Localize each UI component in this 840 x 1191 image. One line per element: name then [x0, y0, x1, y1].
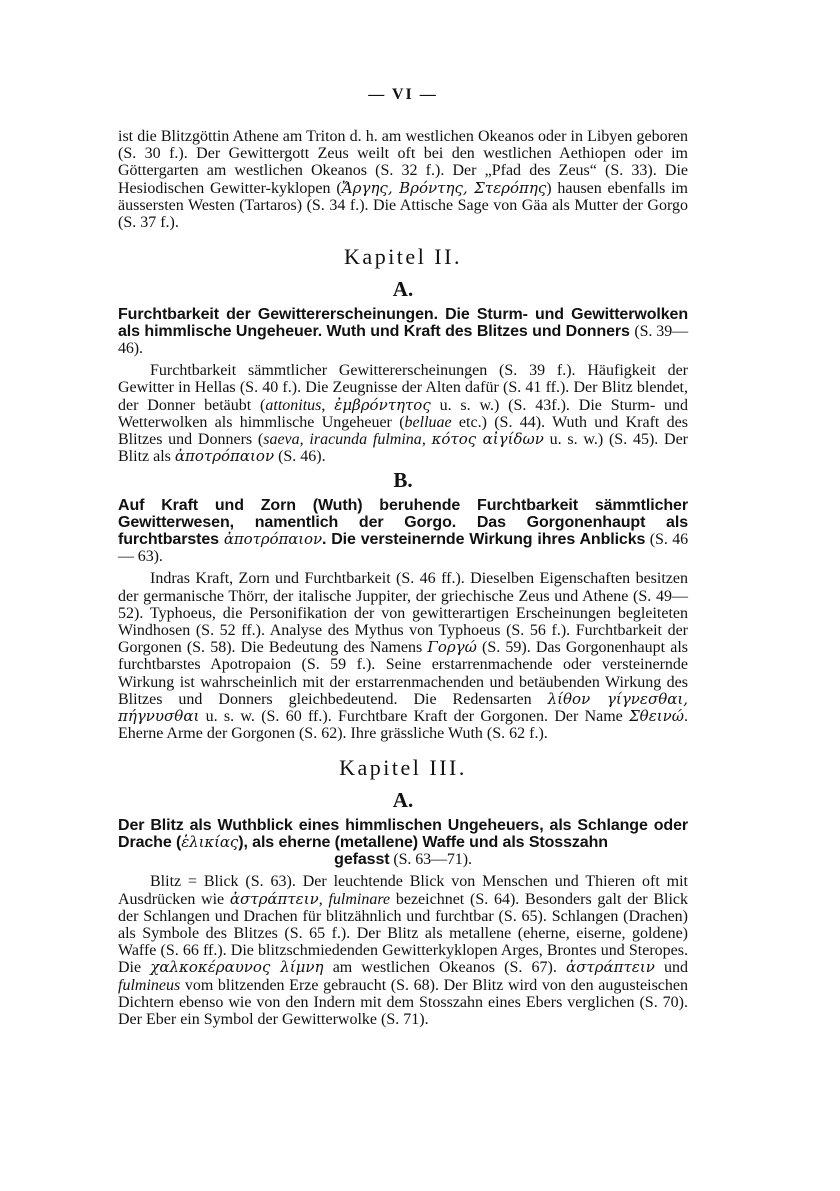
italic-run: fulminare — [328, 890, 391, 908]
greek-run: χαλκοκέραυνος λίμνη — [150, 958, 324, 977]
text-run: Blitz = Blick (S. 63). Der leuchtende Blick von Menschen und Thieren oft mit Ausdrücken wie — [118, 873, 688, 908]
greek-run: κότος αἰγίδων — [431, 430, 544, 449]
section-letter-2a: A. — [392, 277, 414, 302]
greek-run: λίθον γίγνεσθαι, πήγνυσθαι — [118, 689, 688, 726]
section-heading-2a — [118, 306, 688, 357]
text-run: , — [421, 431, 432, 449]
heading-greek: ἀποτρόπαιον — [223, 530, 322, 549]
heading-text: Furchtbarkeit der Gewittererscheinungen. Die Sturm- und Gewitterwolken als himmlische Ungeheuer. Wuth und Kraft des Blitzes und Donners — [118, 306, 688, 341]
greek-run: ἀποτρόπαιον — [174, 447, 275, 466]
section-heading-2b — [118, 497, 688, 565]
italic-run: saeva, iracunda fulmina — [263, 431, 422, 449]
heading-text: . Die versteinernde Wirkung ihres Anblicks — [321, 531, 646, 549]
text-run: Indras Kraft, Zorn und Furchtbarkeit (S. 46 ff.). Dieselben Eigenschaften besitzen der germanische Thörr, der italische Juppiter, der griechische Zeus und Athene (S. 49—52). Typhoeus, die Personifikation der von gewitterartigen Erscheinungen begleiteten Windhosen (S. 52 ff.). Analyse des Mythus von Typhoeus (S. 56 f.). Furchtbarkeit der Gorgonen (S. 58). Die Bedeutung des Namens — [118, 570, 688, 657]
chapter-title-3: Kapitel III. — [339, 755, 467, 781]
chapter-title-2: Kapitel II. — [344, 244, 462, 270]
page-number: — VI — — [368, 86, 438, 103]
greek-run: ἀστράπτειν — [229, 889, 319, 908]
paragraph-3a — [118, 873, 688, 1028]
text-run: etc.) (S. 44). Wuth und Kraft des Blitzes und Donners ( — [118, 413, 689, 449]
heading-last-line — [118, 851, 688, 868]
text-run: bezeichnet (S. 64). Besonders galt der Blick der Schlangen und Drachen für blitzähnlich und furchtbar (S. 65). Schlangen (Drachen) als Symbole des Blitzes (S. 65 f.). Der Blitz als metallene (eherne, eiserne, goldene) Waffe (S. 66 ff.). Die blitzschmiedenden Gewitterkyklopen Arges, Brontes und Steropes. Die — [118, 890, 688, 977]
heading-ref: (S. 63—71). — [389, 851, 472, 869]
text-run: , — [321, 396, 335, 414]
text-run: Furchtbarkeit sämmtlicher Gewittererscheinungen (S. 39 f.). Häufigkeit der Gewitter in Hellas (S. 40 f.). Die Zeugnisse der Alten dafür (S. 41 ff.). Der Blitz blendet, der Donner betäubt ( — [118, 362, 688, 414]
text-run: am westlichen Okeanos (S. 67). — [323, 959, 566, 977]
paragraph-2b — [118, 570, 688, 742]
intro-paragraph — [118, 128, 688, 231]
text-run: , — [318, 890, 329, 908]
paragraph-2a — [118, 362, 688, 465]
book-page — [118, 86, 688, 1028]
italic-run: belluae — [404, 413, 452, 431]
greek-run: Σθεινώ — [629, 707, 684, 726]
text-run: ist die Blitzgöttin Athene am Triton d. h. am westlichen Okeanos oder in Libyen geboren (S. 30 f.). Der Gewittergott Zeus weilt oft bei den westlichen Aethiopen oder im Göttergarten am westlichen Okeanos (S. 32 f.). Der „Pfad des Zeus“ (S. 33). Die Hesiodischen Gewitter-kyklopen ( — [118, 128, 688, 197]
italic-run: fulmineus — [118, 976, 181, 994]
text-run: und — [654, 959, 688, 977]
greek-run: Γοργώ — [427, 638, 477, 657]
section-letter-3a: A. — [392, 788, 414, 813]
heading-text: Auf Kraft und Zorn (Wuth) beruhende Furchtbarkeit sämmtlicher Gewitterwesen, namentlich der Gorgo. Das Gorgonenhaupt als furchtbarstes — [118, 497, 688, 549]
greek-run: Ἄργης, Βρόντης, Στερόπης — [341, 178, 547, 197]
italic-run: attonitus — [265, 396, 322, 414]
text-run: u. s. w.) (S. 45). Der Blitz als — [118, 431, 689, 466]
heading-ref: (S. 39—46). — [118, 323, 688, 358]
text-run: . Eherne Arme der Gorgonen (S. 62). Ihre grässliche Wuth (S. 62 f.). — [118, 708, 688, 743]
text-run: u. s. w.) (S. 43f.). Die Sturm- und Wetterwolken als himmlische Ungeheuer ( — [118, 396, 689, 431]
heading-ref: (S. 46 — 63). — [118, 531, 688, 566]
text-run: u. s. w. (S. 60 ff.). Furchtbare Kraft der Gorgonen. Der Name — [199, 708, 630, 726]
greek-run: ἐμβρόντητος — [334, 395, 431, 414]
text-run: ) hausen ebenfalls im äussersten Westen (Tartaros) (S. 34 f.). Die Attische Sage von Gäa als Mutter der Gorgo (S. 37 f.). — [118, 179, 688, 232]
heading-text: gefasst — [334, 851, 390, 869]
section-heading-3a — [118, 817, 688, 868]
text-run: (S. 59). Das Gorgonenhaupt als furchtbarstes Apotropaion (S. 59 f.). Seine erstarrenmachende oder versteinernde Wirkung ist wahrscheinlich mit der erstarrenmachenden und betäubenden Wirkung des Blitzes und Donners gleichbedeutend. Die Redensarten — [118, 639, 689, 708]
heading-greek: ἑλικίας — [181, 833, 239, 852]
text-run: vom blitzenden Erze gebraucht (S. 68). Der Blitz wird von den augusteischen Dichtern ebenso wie von den Indern mit dem Stosszahn eines Ebers verglichen (S. 70). Der Eber ein Symbol der Gewitterwolke (S. 71). — [118, 976, 688, 1029]
text-run: (S. 46). — [274, 448, 326, 466]
greek-run: ἀστράπτειν — [566, 958, 655, 977]
section-letter-2b: B. — [393, 468, 413, 493]
heading-text: ), als eherne (metallene) Waffe und als Stosszahn — [238, 834, 608, 852]
heading-text: Der Blitz als Wuthblick eines himmlischen Ungeheuers, als Schlange oder Drache ( — [118, 817, 688, 852]
